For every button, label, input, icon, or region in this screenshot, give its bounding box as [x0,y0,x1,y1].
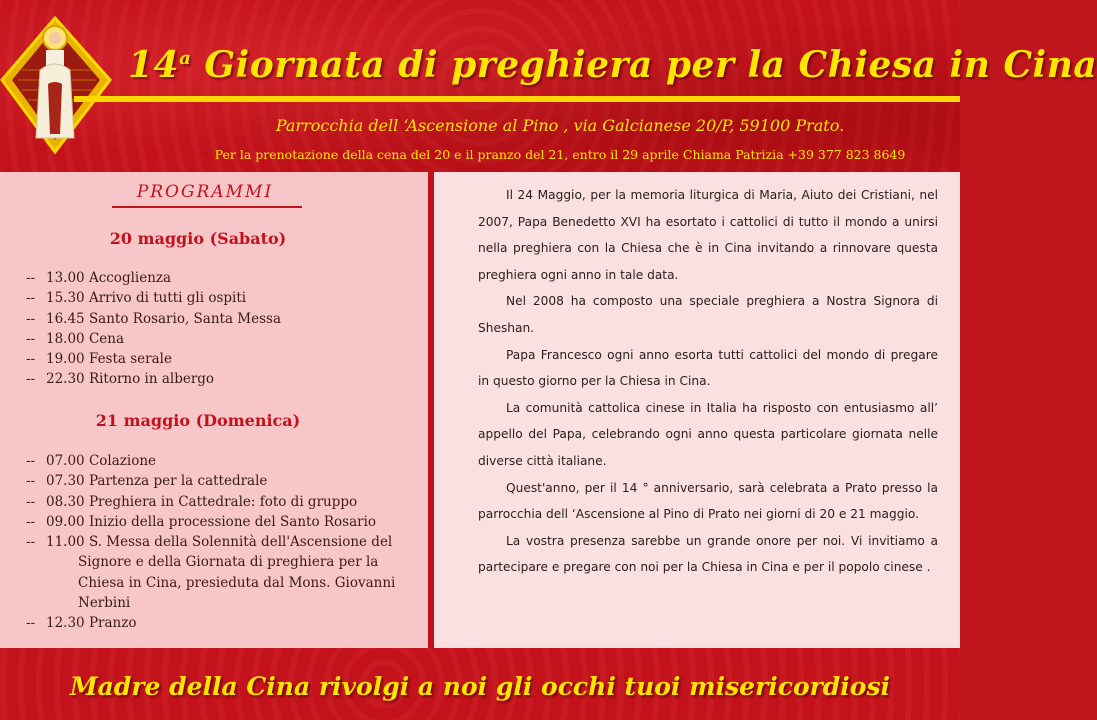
paragraph: Quest'anno, per il 14 ° anniversario, sarà celebrata a Prato presso la parrocchia dell ‘Ascensione al Pino di Prato nei giorni di 20 e 21 maggio. [478,480,938,522]
day1-heading: 20 maggio (Sabato) [109,229,287,248]
schedule-item: -- 15.30 Arrivo di tutti gli ospiti [26,288,426,308]
schedule-item: -- 07.30 Partenza per la cattedrale [26,471,426,491]
booking-info: Per la prenotazione della cena del 20 e il pranzo del 21, entro il 29 aprile Chiama Patrizia +39 377 823 8649 [214,147,906,162]
schedule-item-mass-line1: 11.00 S. Messa della Solennità dell'Ascensione del [46,534,393,551]
schedule-item: -- 09.00 Inizio della processione del Santo Rosario [26,512,426,532]
day2-schedule [26,451,426,634]
description-text [478,182,938,642]
schedule-item: -- 13.00 Accoglienza [26,268,426,288]
program-title-rule [112,206,302,208]
schedule-item: -- 22.30 Ritorno in albergo [26,369,426,389]
paragraph: Il 24 Maggio, per la memoria liturgica di Maria, Aiuto dei Cristiani, nel 2007, Papa Benedetto XVI ha esortato i cattolici di tutto il mondo a unirsi nella preghiera con la Chiesa che è in Cina invitando a rinnovare questa preghiera ogni anno in tale data. [478,188,938,282]
schedule-item-mass [26,532,426,613]
footer-motto: Madre della Cina rivolgi a noi gli occhi tuoi misericordiosi [69,672,891,701]
title-ordinal: a [179,48,192,69]
day1-schedule [26,268,426,390]
title-number: 14 [128,44,180,86]
paragraph: Nel 2008 ha composto una speciale preghiera a Nostra Signora di Sheshan. [478,294,938,335]
schedule-item: -- 07.00 Colazione [26,451,426,471]
paragraph: La comunità cattolica cinese in Italia ha risposto con entusiasmo all’ appello del Papa, celebrando ogni anno questa particolare giornata nelle diverse città italiane. [478,400,938,468]
title-text: Giornata di preghiera per la Chiesa in Cina [191,44,1097,86]
parish-address: Parrocchia dell ‘Ascensione al Pino , via Galcianese 20/P, 59100 Prato. [275,116,845,135]
page-title [128,40,1097,90]
title-underline [74,96,960,102]
paragraph: Papa Francesco ogni anno esorta tutti cattolici del mondo di pregare in questo giorno per la Chiesa in Cina. [478,347,938,389]
schedule-item: -- 08.30 Preghiera in Cattedrale: foto di gruppo [26,492,426,512]
schedule-item: -- 12.30 Pranzo [26,613,426,633]
schedule-item: -- 18.00 Cena [26,329,426,349]
program-title: PROGRAMMI [136,182,274,202]
schedule-item-mass-cont: Signore e della Giornata di preghiera per la Chiesa in Cina, presieduta dal Mons. Giovanni Nerbini [78,554,396,612]
madonna-emblem-icon [0,14,118,156]
day2-heading: 21 maggio (Domenica) [95,411,301,430]
schedule-item: -- 19.00 Festa serale [26,349,426,369]
paragraph: La vostra presenza sarebbe un grande onore per noi. Vi invitiamo a partecipare e pregare con noi per la Chiesa in Cina e per il popolo cinese . [478,533,938,575]
schedule-item: -- 16.45 Santo Rosario, Santa Messa [26,309,426,329]
